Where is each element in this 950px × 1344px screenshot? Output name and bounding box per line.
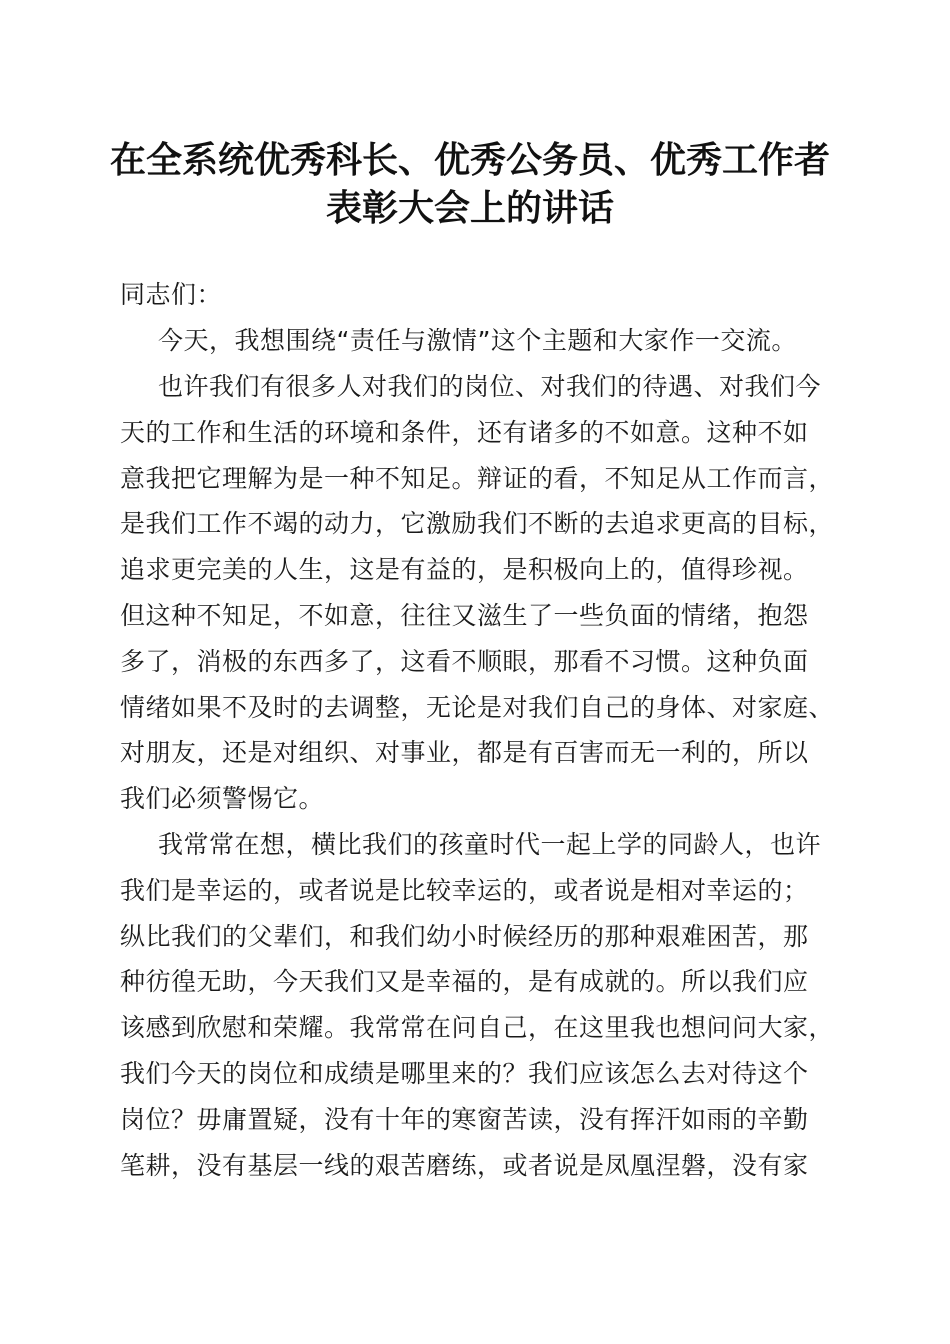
paragraph-line: 我们今天的岗位和成绩是哪里来的？我们应该怎么去对待这个	[120, 1059, 809, 1088]
paragraph-line: 情绪如果不及时的去调整，无论是对我们自己的身体、对家庭、	[120, 693, 835, 722]
paragraph-line: 多了，消极的东西多了，这看不顺眼，那看不习惯。这种负面	[120, 647, 809, 676]
paragraph-line: 是我们工作不竭的动力，它激励我们不断的去追求更高的目标，	[120, 509, 835, 538]
paragraph-line: 对朋友，还是对组织、对事业，都是有百害而无一利的，所以	[120, 738, 809, 767]
paragraph-line: 我常常在想，横比我们的孩童时代一起上学的同龄人，也许	[158, 830, 822, 859]
paragraph-line: 今天，我想围绕“责任与激情”这个主题和大家作一交流。	[158, 326, 797, 355]
paragraph-line: 追求更完美的人生，这是有益的，是积极向上的，值得珍视。	[120, 555, 809, 584]
paragraph-line: 但这种不知足，不如意，往往又滋生了一些负面的情绪，抱怨	[120, 601, 809, 630]
paragraph-line: 也许我们有很多人对我们的岗位、对我们的待遇、对我们今	[158, 372, 822, 401]
paragraph-line: 意我把它理解为是一种不知足。辩证的看，不知足从工作而言，	[120, 464, 835, 493]
document-title-line-1: 在全系统优秀科长、优秀公务员、优秀工作者	[109, 139, 830, 181]
paragraph-line: 我们必须警惕它。	[120, 784, 325, 813]
salutation: 同志们：	[120, 280, 223, 309]
paragraph-line: 该感到欣慰和荣耀。我常常在问自己，在这里我也想问问大家，	[120, 1013, 835, 1042]
paragraph-line: 种彷徨无助，今天我们又是幸福的，是有成就的。所以我们应	[120, 967, 809, 996]
document-title-line-2: 表彰大会上的讲话	[325, 187, 614, 229]
paragraph-line: 笔耕，没有基层一线的艰苦磨练，或者说是凤凰涅磐，没有家	[120, 1151, 809, 1180]
paragraph-line: 天的工作和生活的环境和条件，还有诸多的不如意。这种不如	[120, 418, 809, 447]
paragraph-line: 岗位？毋庸置疑，没有十年的寒窗苦读，没有挥汗如雨的辛勤	[120, 1105, 809, 1134]
paragraph-line: 我们是幸运的，或者说是比较幸运的，或者说是相对幸运的；	[120, 876, 809, 905]
paragraph-line: 纵比我们的父辈们，和我们幼小时候经历的那种艰难困苦，那	[120, 922, 809, 951]
